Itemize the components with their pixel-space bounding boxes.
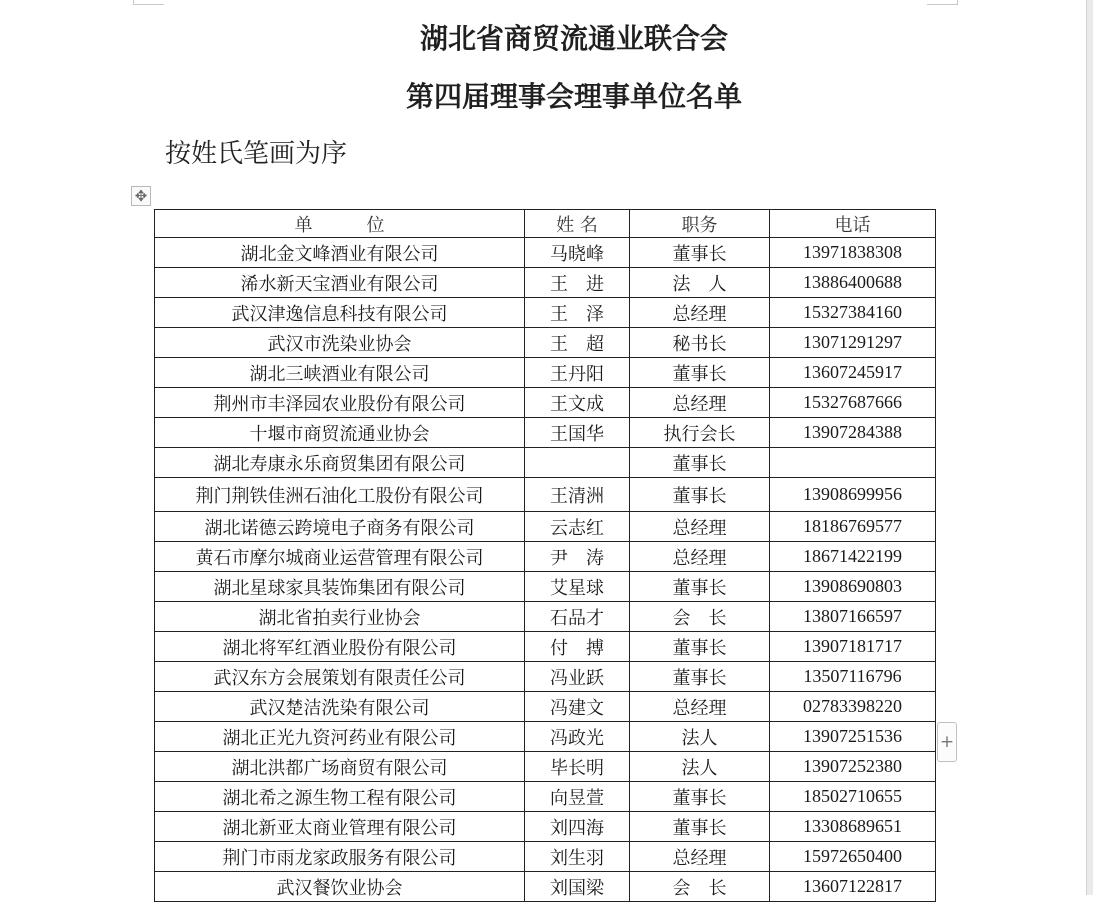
cell-position: 秘书长 [630, 328, 770, 358]
header-phone: 电话 [770, 210, 936, 238]
cell-name: 王国华 [525, 418, 630, 448]
cell-name: 云志红 [525, 512, 630, 542]
table-row [155, 722, 936, 752]
page-corner-mark-left [133, 0, 164, 5]
cell-phone: 13607245917 [770, 358, 936, 388]
page-scroll-edge [1086, 0, 1093, 895]
table-row [155, 358, 936, 388]
table-header-row [155, 210, 936, 238]
cell-position: 董事长 [630, 478, 770, 512]
table-row [155, 418, 936, 448]
cell-phone: 13908699956 [770, 478, 936, 512]
cell-name: 付 搏 [525, 632, 630, 662]
cell-phone: 15972650400 [770, 842, 936, 872]
cell-phone: 13507116796 [770, 662, 936, 692]
cell-position: 董事长 [630, 812, 770, 842]
cell-position: 法人 [630, 752, 770, 782]
table-row [155, 752, 936, 782]
cell-unit: 湖北新亚太商业管理有限公司 [155, 812, 525, 842]
table-row [155, 662, 936, 692]
cell-phone: 13907181717 [770, 632, 936, 662]
move-arrows-icon: ✥ [134, 187, 148, 205]
cell-name: 尹 涛 [525, 542, 630, 572]
table-row [155, 692, 936, 722]
cell-name: 王丹阳 [525, 358, 630, 388]
table-row [155, 328, 936, 358]
cell-name: 刘四海 [525, 812, 630, 842]
cell-name: 冯政光 [525, 722, 630, 752]
table-move-handle[interactable] [131, 186, 151, 206]
table-row [155, 572, 936, 602]
cell-phone: 13308689651 [770, 812, 936, 842]
member-table [154, 209, 936, 902]
header-position: 职务 [630, 210, 770, 238]
table-row [155, 388, 936, 418]
cell-name [525, 448, 630, 478]
header-unit: 单 位 [155, 210, 525, 238]
table-row [155, 842, 936, 872]
cell-position: 总经理 [630, 298, 770, 328]
cell-unit: 武汉楚洁洗染有限公司 [155, 692, 525, 722]
cell-phone: 02783398220 [770, 692, 936, 722]
cell-phone: 13908690803 [770, 572, 936, 602]
cell-name: 王 进 [525, 268, 630, 298]
cell-position: 会 长 [630, 872, 770, 902]
cell-name: 王 超 [525, 328, 630, 358]
document-title: 湖北省商贸流通业联合会 [419, 22, 728, 55]
cell-unit: 湖北寿康永乐商贸集团有限公司 [155, 448, 525, 478]
cell-phone: 13907251536 [770, 722, 936, 752]
cell-unit: 湖北金文峰酒业有限公司 [155, 238, 525, 268]
cell-name: 冯业跃 [525, 662, 630, 692]
cell-name: 刘生羽 [525, 842, 630, 872]
cell-position: 董事长 [630, 662, 770, 692]
cell-phone: 13907284388 [770, 418, 936, 448]
cell-unit: 武汉餐饮业协会 [155, 872, 525, 902]
cell-unit: 黄石市摩尔城商业运营管理有限公司 [155, 542, 525, 572]
cell-name: 王文成 [525, 388, 630, 418]
cell-phone: 18502710655 [770, 782, 936, 812]
cell-phone: 13886400688 [770, 268, 936, 298]
table-row [155, 782, 936, 812]
cell-phone: 18671422199 [770, 542, 936, 572]
cell-position: 董事长 [630, 632, 770, 662]
cell-name: 石品才 [525, 602, 630, 632]
cell-position: 总经理 [630, 842, 770, 872]
cell-position: 会 长 [630, 602, 770, 632]
cell-position: 董事长 [630, 358, 770, 388]
cell-position: 执行会长 [630, 418, 770, 448]
cell-position: 董事长 [630, 238, 770, 268]
sort-order-note: 按姓氏笔画为序 [165, 139, 348, 169]
cell-unit: 武汉东方会展策划有限责任公司 [155, 662, 525, 692]
cell-position: 董事长 [630, 448, 770, 478]
cell-name: 王 泽 [525, 298, 630, 328]
cell-unit: 荆门市雨龙家政服务有限公司 [155, 842, 525, 872]
cell-unit: 湖北星球家具装饰集团有限公司 [155, 572, 525, 602]
cell-unit: 湖北诺德云跨境电子商务有限公司 [155, 512, 525, 542]
table-row [155, 268, 936, 298]
cell-unit: 武汉市洗染业协会 [155, 328, 525, 358]
document-subtitle-title: 第四届理事会理事单位名单 [405, 80, 742, 113]
table-add-column-button[interactable] [937, 722, 957, 762]
cell-unit: 湖北希之源生物工程有限公司 [155, 782, 525, 812]
cell-phone: 15327384160 [770, 298, 936, 328]
cell-position: 总经理 [630, 542, 770, 572]
table-row [155, 448, 936, 478]
table-row [155, 478, 936, 512]
cell-name: 王清洲 [525, 478, 630, 512]
header-name: 姓 名 [525, 210, 630, 238]
cell-unit: 浠水新天宝酒业有限公司 [155, 268, 525, 298]
cell-position: 总经理 [630, 512, 770, 542]
cell-unit: 武汉津逸信息科技有限公司 [155, 298, 525, 328]
page-corner-mark-right [927, 0, 958, 5]
cell-unit: 荆州市丰泽园农业股份有限公司 [155, 388, 525, 418]
cell-unit: 湖北省拍卖行业协会 [155, 602, 525, 632]
cell-phone: 13907252380 [770, 752, 936, 782]
cell-name: 艾星球 [525, 572, 630, 602]
cell-unit: 荆门荆铁佳洲石油化工股份有限公司 [155, 478, 525, 512]
table-row [155, 238, 936, 268]
cell-unit: 湖北三峡酒业有限公司 [155, 358, 525, 388]
cell-phone [770, 448, 936, 478]
table-row [155, 602, 936, 632]
cell-name: 冯建文 [525, 692, 630, 722]
cell-phone: 13807166597 [770, 602, 936, 632]
cell-phone: 18186769577 [770, 512, 936, 542]
cell-position: 法人 [630, 722, 770, 752]
cell-unit: 湖北将军红酒业股份有限公司 [155, 632, 525, 662]
cell-position: 总经理 [630, 692, 770, 722]
cell-name: 向昱萱 [525, 782, 630, 812]
plus-icon: + [939, 732, 955, 752]
cell-name: 刘国梁 [525, 872, 630, 902]
table-row [155, 298, 936, 328]
table-row [155, 542, 936, 572]
cell-phone: 13071291297 [770, 328, 936, 358]
cell-position: 董事长 [630, 572, 770, 602]
table-row [155, 632, 936, 662]
cell-phone: 13971838308 [770, 238, 936, 268]
cell-phone: 13607122817 [770, 872, 936, 902]
cell-phone: 15327687666 [770, 388, 936, 418]
cell-unit: 湖北洪都广场商贸有限公司 [155, 752, 525, 782]
cell-name: 毕长明 [525, 752, 630, 782]
cell-unit: 湖北正光九资河药业有限公司 [155, 722, 525, 752]
cell-position: 法 人 [630, 268, 770, 298]
cell-unit: 十堰市商贸流通业协会 [155, 418, 525, 448]
cell-position: 总经理 [630, 388, 770, 418]
cell-name: 马晓峰 [525, 238, 630, 268]
table-row [155, 812, 936, 842]
table-row [155, 512, 936, 542]
cell-position: 董事长 [630, 782, 770, 812]
table-row [155, 872, 936, 902]
